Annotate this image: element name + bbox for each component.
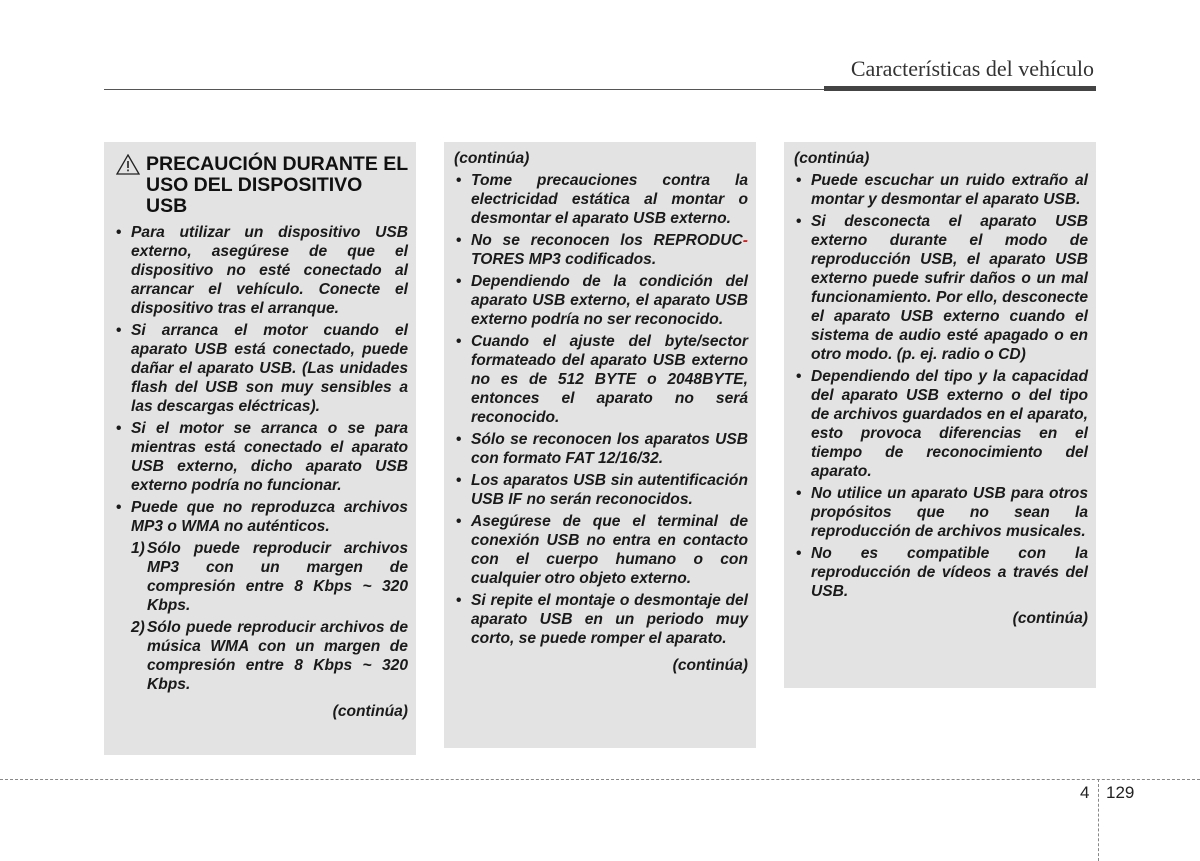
header-rule-accent (824, 86, 1096, 91)
caution-heading-text: PRECAUCIÓN DURANTE EL USO DEL DISPOSITIVO USB (146, 153, 408, 217)
sub-item-number: 2) (131, 619, 145, 636)
list-item: • Puede que no reproduzca archivos MP3 o WMA no auténticos. (114, 498, 408, 536)
continued-label: (continúa) (1012, 610, 1088, 627)
list-item: • Si repite el montaje o desmontaje del aparato USB en un periodo muy corto, se puede romper el aparato. (454, 591, 748, 648)
list-item: • Los aparatos USB sin autentificación USB IF no serán reconocidos. (454, 471, 748, 509)
warning-triangle-icon (116, 154, 140, 175)
list-item: • Si el motor se arranca o se para mientras está conectado el aparato USB externo, dicho aparato USB externo podría no funcionar. (114, 419, 408, 495)
list-item-text: No se reconocen los REPRODUC (471, 232, 743, 249)
section-title: Características del vehículo (850, 56, 1094, 81)
sub-item (114, 618, 408, 694)
sub-item-number: 1) (131, 540, 145, 557)
list-item: • Para utilizar un dispositivo USB externo, asegúrese de que el dispositivo no esté conectado al arrancar el vehículo. Conecte el dispositivo tras el arranque. (114, 223, 408, 318)
continued-label: (continúa) (672, 657, 748, 674)
bullet-list (454, 171, 748, 648)
list-item: • Asegúrese de que el terminal de conexión USB no entra en contacto con el cuerpo humano o con cualquier otro objeto externo. (454, 512, 748, 588)
list-item: • Si desconecta el aparato USB externo durante el modo de reproducción USB, el aparato USB externo puede sufrir daños o un mal funcionamiento. Por ello, desconecte el aparato USB externo cuando el sistema de audio esté apagado o en otro modo. (p. ej. radio o CD) (794, 212, 1088, 364)
list-item: • Tome precauciones contra la electricidad estática al montar o desmontar el aparato USB externo. (454, 171, 748, 228)
caution-heading (114, 154, 408, 217)
continued-label: (continúa) (332, 703, 408, 720)
bullet-list (114, 223, 408, 536)
hyphen-mark: - (742, 232, 748, 249)
list-item: • Puede escuchar un ruido extraño al montar y desmontar el aparato USB. (794, 171, 1088, 209)
list-item-text-end: TORES MP3 codificados. (471, 251, 657, 268)
caution-box-2 (444, 142, 756, 748)
sub-item (114, 539, 408, 615)
sub-item-text: Sólo puede reproducir archivos de música WMA con un margen de compresión entre 8 Kbps ~ 320 Kbps. (147, 619, 408, 693)
page-number: 129 (1106, 783, 1135, 802)
continued-label-top: (continúa) (454, 150, 530, 167)
list-item: • Dependiendo de la condición del aparato USB externo, el aparato USB externo podría no ser reconocido. (454, 272, 748, 329)
caution-box-1 (104, 142, 416, 755)
list-item: • Si arranca el motor cuando el aparato USB está conectado, puede dañar el aparato USB. (Las unidades flash del USB son muy sensibles a las descargas eléctricas). (114, 321, 408, 416)
list-item: • Dependiendo del tipo y la capacidad del aparato USB externo o del tipo de archivos guardados en el aparato, esto provoca diferencias en el tiempo de reconocimiento del aparato. (794, 367, 1088, 481)
list-item: • Cuando el ajuste del byte/sector formateado del aparato USB externo no es de 512 BYTE o 2048BYTE, entonces el aparato no será reconocido. (454, 332, 748, 427)
caution-box-3 (784, 142, 1096, 688)
list-item: • No es compatible con la reproducción de vídeos a través del USB. (794, 544, 1088, 601)
list-item: • No utilice un aparato USB para otros propósitos que no sean la reproducción de archivos musicales. (794, 484, 1088, 541)
sub-item-text: Sólo puede reproducir archivos MP3 con un margen de compresión entre 8 Kbps ~ 320 Kbps. (147, 540, 408, 614)
bullet-list (794, 171, 1088, 601)
list-item (454, 231, 748, 269)
continued-label-top: (continúa) (794, 150, 870, 167)
list-item: • Sólo se reconocen los aparatos USB con formato FAT 12/16/32. (454, 430, 748, 468)
chapter-number: 4 (1080, 783, 1090, 802)
footer-divider (1098, 779, 1099, 861)
footer-rule (0, 779, 1200, 780)
